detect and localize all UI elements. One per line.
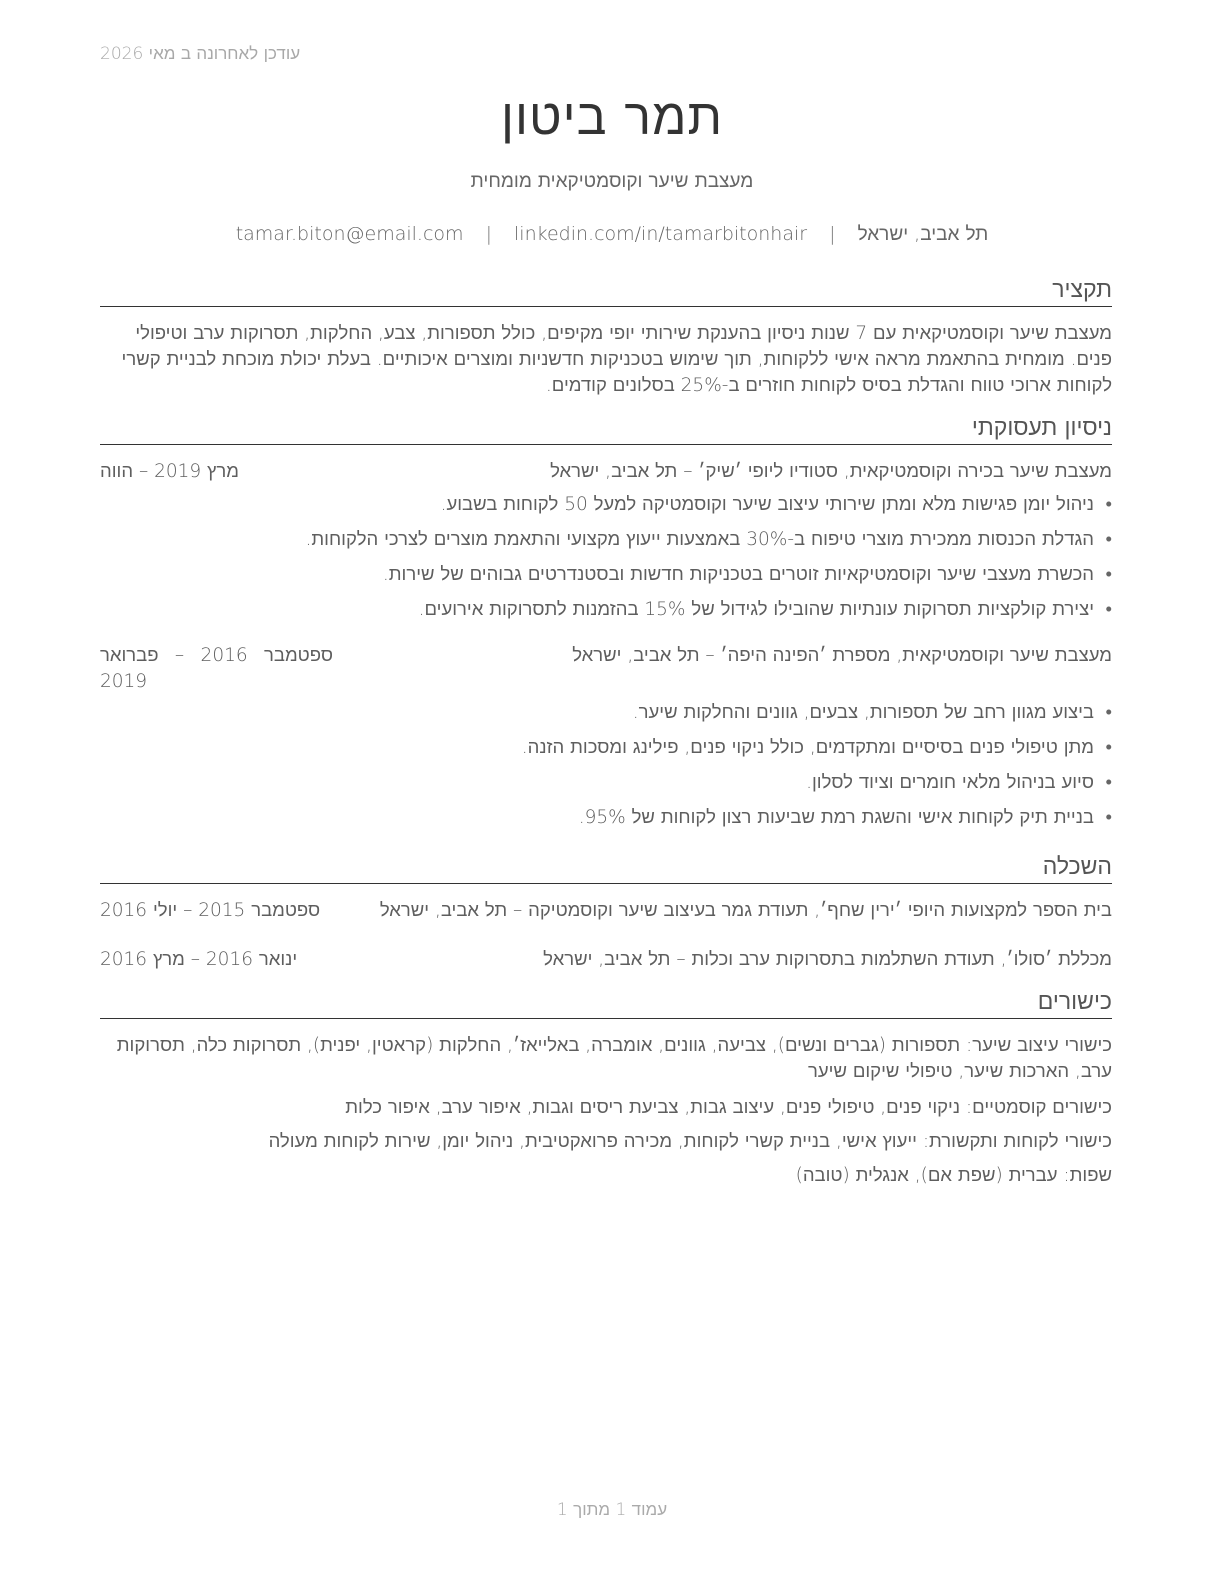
job-bullet: • ניהול יומן פגישות מלא ומתן שירותי עיצוב שיער וקוסמטיקה למעל 50 לקוחות בשבוע. [100, 492, 1112, 518]
job-bullet: • הגדלת הכנסות ממכירת מוצרי טיפוח ב-30% באמצעות ייעוץ מקצועי והתאמת מוצרים לצרכי הלקוחות. [100, 527, 1112, 553]
job-bullet: • ביצוע מגוון רחב של תספורות, צבעים, גוונים והחלקות שיער. [100, 700, 1112, 726]
candidate-name: תמר ביטון [500, 88, 723, 146]
section-title-skills: כישורים [100, 986, 1112, 1019]
job-title: מעצבת שיער וקוסמטיקאית, מספרת ׳הפינה היפה׳ – תל אביב, ישראל [572, 645, 1112, 666]
job-title: מעצבת שיער בכירה וקוסמטיקאית, סטודיו ליופי ׳שיק׳ – תל אביב, ישראל [550, 461, 1112, 482]
job-header [100, 643, 1112, 695]
skill-line: כישורים קוסמטיים: ניקוי פנים, טיפולי פנים, עיצוב גבות, צביעת ריסים וגבות, איפור ערב, איפור כלות [345, 1097, 1112, 1118]
job-bullets [100, 700, 1112, 831]
job-date: ספטמבר 2016 – פברואר 2019 [100, 645, 333, 692]
contact-line [0, 223, 1224, 246]
summary-text: מעצבת שיער וקוסמטיקאית עם 7 שנות ניסיון בהענקת שירותי יופי מקיפים, כולל תספורות, צבע, החלקות, תסרוקות ערב וטיפולי פנים. מומחית בהתאמת מראה אישי ללקוחות, תוך שימוש בטכניקות חדשניות ומוצרים איכותיים. בעלת יכולת מוכחת לבניית קשרי לקוחות ארוכי טווח והגדלת בסיס לקוחות חוזרים ב-25% בסלונים קודמים. [121, 323, 1112, 396]
education-item [100, 947, 1112, 973]
location-text: תל אביב, ישראל [857, 223, 989, 245]
linkedin-link[interactable]: linkedin.com/in/tamarbitonhair [514, 223, 808, 245]
job-header [100, 459, 1112, 485]
job-date: מרץ 2019 – הווה [100, 461, 239, 482]
education-title: מכללת ׳סולו׳, תעודת השתלמות בתסרוקות ערב וכלות – תל אביב, ישראל [543, 949, 1112, 970]
education-item [100, 898, 1112, 924]
section-title-summary: תקציר [100, 274, 1112, 307]
skills-section [100, 986, 1112, 1189]
job-bullet: • הכשרת מעצבי שיער וקוסמטיקאיות זוטרים בטכניקות חדשות ובסטנדרטים גבוהים של שירות. [100, 562, 1112, 588]
skill-line: כישורי לקוחות ותקשורת: ייעוץ אישי, בניית קשרי לקוחות, מכירה פרואקטיבית, ניהול יומן, שירות לקוחות מעולה [268, 1131, 1112, 1152]
education-date: ינואר 2016 – מרץ 2016 [100, 949, 298, 970]
job-bullets [100, 492, 1112, 623]
skill-line: כישורי עיצוב שיער: תספורות (גברים ונשים), צביעה, גוונים, אומברה, באלייאז׳, החלקות (קראטין, יפנית), תסרוקות כלה, תסרוקות ערב, הארכות שיער, טיפולי שיקום שיער [116, 1035, 1112, 1082]
email-link[interactable]: tamar.biton@email.com [235, 223, 464, 245]
contact-separator: | [829, 223, 836, 245]
candidate-subtitle: מעצבת שיער וקוסמטיקאית מומחית [470, 170, 754, 192]
last-updated: עודכן לאחרונה ב מאי 2026 [100, 44, 301, 64]
experience-section [100, 412, 1112, 831]
section-title-experience: ניסיון תעסוקתי [100, 412, 1112, 445]
job-bullet: • סיוע בניהול מלאי חומרים וציוד לסלון. [100, 770, 1112, 796]
section-title-education: השכלה [100, 851, 1112, 884]
education-section [100, 851, 1112, 973]
summary-section [100, 274, 1112, 399]
job-bullet: • מתן טיפולי פנים בסיסיים ומתקדמים, כולל ניקוי פנים, פילינג ומסכות הזנה. [100, 735, 1112, 761]
job-bullet: • יצירת קולקציות תסרוקות עונתיות שהובילו לגידול של 15% בהזמנות לתסרוקות אירועים. [100, 597, 1112, 623]
education-date: ספטמבר 2015 – יולי 2016 [100, 900, 321, 921]
skill-line: שפות: עברית (שפת אם), אנגלית (טובה) [795, 1165, 1112, 1186]
job-bullet: • בניית תיק לקוחות אישי והשגת רמת שביעות רצון לקוחות של 95%. [100, 805, 1112, 831]
education-title: בית הספר למקצועות היופי ׳ירין שחף׳, תעודת גמר בעיצוב שיער וקוסמטיקה – תל אביב, ישראל [379, 900, 1112, 921]
page-number: עמוד 1 מתוך 1 [556, 1500, 668, 1520]
contact-separator: | [485, 223, 492, 245]
